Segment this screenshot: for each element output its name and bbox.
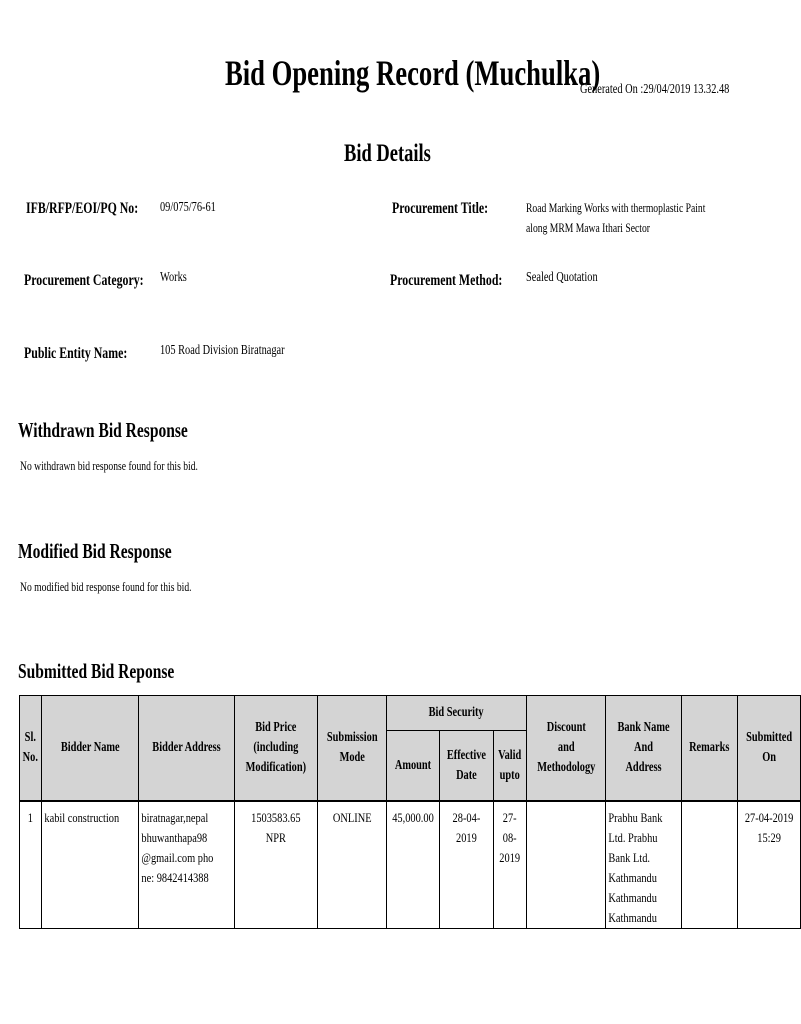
modified-heading: Modified Bid Response bbox=[18, 539, 172, 563]
cell-submitted-on: 27-04-2019 15:29 bbox=[737, 801, 800, 929]
col-bid-security: Bid Security bbox=[387, 696, 526, 731]
public-entity-label: Public Entity Name: bbox=[24, 345, 128, 362]
col-effective-date: Effective Date bbox=[440, 731, 494, 801]
procurement-method-value: Sealed Quotation bbox=[526, 270, 598, 285]
col-submitted-on: Submitted On bbox=[737, 696, 800, 802]
cell-amount: 45,000.00 bbox=[387, 801, 440, 929]
procurement-category-label: Procurement Category: bbox=[24, 272, 144, 289]
cell-bidder-address: biratnagar,nepal bhuwanthapa98@gmail.com phone: 9842414388 bbox=[139, 801, 235, 929]
submitted-bids-table bbox=[19, 695, 801, 929]
col-bank: Bank Name And Address bbox=[606, 696, 682, 802]
submitted-heading: Submitted Bid Reponse bbox=[18, 659, 175, 683]
col-bidder-address: Bidder Address bbox=[139, 696, 235, 802]
procurement-category-value: Works bbox=[160, 270, 187, 285]
col-amount: Amount bbox=[387, 731, 440, 801]
cell-sl: 1 bbox=[20, 801, 42, 929]
withdrawn-heading: Withdrawn Bid Response bbox=[18, 418, 188, 442]
procurement-title-value: Road Marking Works with thermoplastic Paint along MRM Mawa Ithari Sector bbox=[526, 200, 706, 235]
col-sl-no: Sl. No. bbox=[20, 696, 42, 802]
cell-bank: Prabhu Bank Ltd. Prabhu Bank Ltd. Kathmandu Kathmandu Kathmandu bbox=[606, 801, 682, 929]
col-bidder-name: Bidder Name bbox=[41, 696, 139, 802]
public-entity-value: 105 Road Division Biratnagar bbox=[160, 343, 285, 358]
cell-submission-mode: ONLINE bbox=[317, 801, 386, 929]
col-submission-mode: Submission Mode bbox=[317, 696, 386, 802]
procurement-title-label: Procurement Title: bbox=[392, 200, 489, 217]
col-bid-price: Bid Price (including Modification) bbox=[235, 696, 318, 802]
table-row bbox=[20, 801, 801, 929]
procurement-method-label: Procurement Method: bbox=[390, 272, 503, 289]
cell-effective-date: 28-04-2019 bbox=[440, 801, 494, 929]
col-remarks: Remarks bbox=[682, 696, 737, 802]
col-discount: Discount and Methodology bbox=[526, 696, 606, 802]
page-title: Bid Opening Record (Muchulka) bbox=[225, 53, 601, 93]
cell-bidder-name: kabil construction bbox=[41, 801, 139, 929]
generated-timestamp: Generated On :29/04/2019 13.32.48 bbox=[580, 82, 730, 97]
modified-note: No modified bid response found for this bid. bbox=[20, 579, 192, 594]
table-header-row bbox=[20, 696, 801, 731]
cell-valid-upto: 27-08-2019 bbox=[494, 801, 526, 929]
cell-remarks bbox=[682, 801, 737, 929]
cell-bid-price: 1503583.65 NPR bbox=[235, 801, 318, 929]
cell-discount bbox=[526, 801, 606, 929]
withdrawn-note: No withdrawn bid response found for this bid. bbox=[20, 458, 198, 473]
ifb-value: 09/075/76-61 bbox=[160, 200, 216, 215]
ifb-label: IFB/RFP/EOI/PQ No: bbox=[26, 200, 139, 217]
col-valid-upto: Valid upto bbox=[494, 731, 526, 801]
bid-details-heading: Bid Details bbox=[344, 140, 431, 167]
